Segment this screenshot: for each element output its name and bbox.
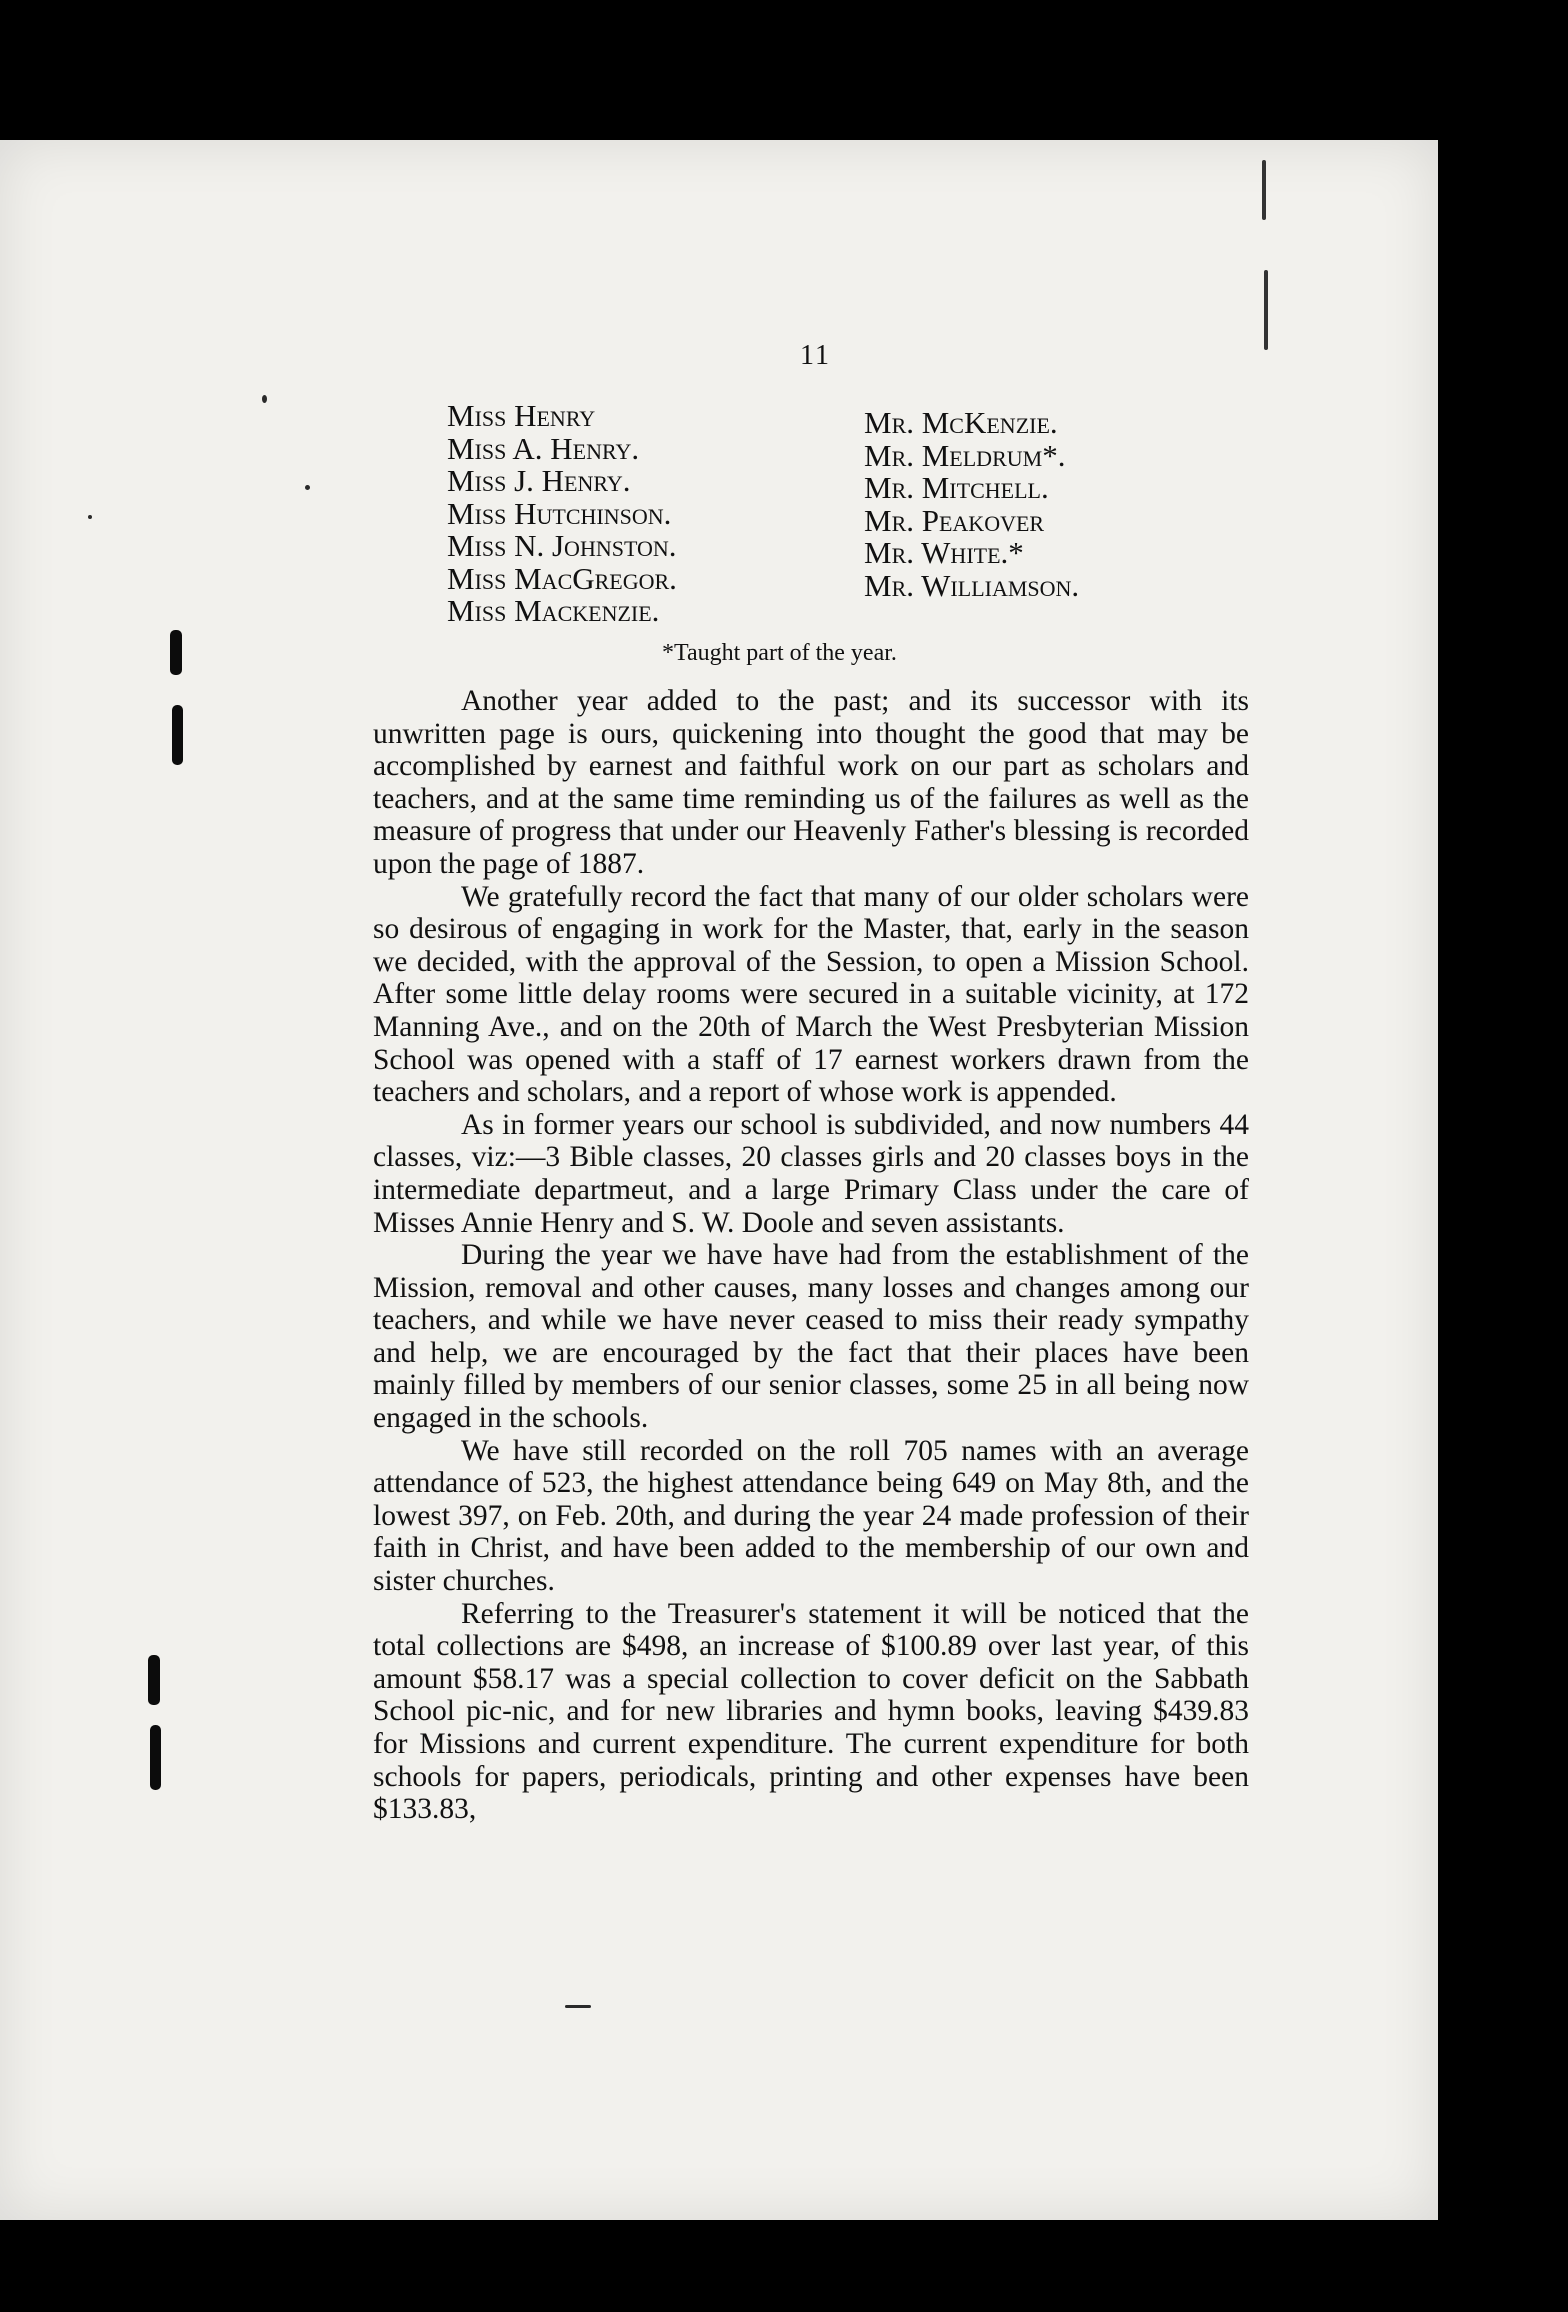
teacher-names-left: [447, 400, 677, 628]
teacher-name: Miss N. Johnston.: [447, 528, 677, 563]
speck: [305, 485, 310, 490]
binding-mark-upper-2: [172, 705, 183, 765]
teacher-name: Mr. Mitchell.: [864, 470, 1049, 505]
binding-mark-lower-2: [150, 1725, 161, 1790]
teacher-name: Mr. Peakover: [864, 502, 1045, 538]
teacher-name: Miss MacGregor.: [447, 560, 677, 596]
teacher-name: Miss Henry: [447, 398, 596, 433]
edge-mark-right-2: [1264, 270, 1268, 350]
teacher-name: Miss J. Henry.: [447, 463, 631, 498]
teacher-name: Mr. White.*: [864, 535, 1024, 570]
paragraph: We gratefully record the fact that many of our older scholars were so desirous of engaging in work for the Master, that, early in the season we decided, with the approval of the Session, to open a Mission School. After some little delay rooms were secured in a suitable vicinity, at 172 Manning Ave., and on the 20th of March the West Presbyterian Mission School was opened with a staff of 17 earnest workers drawn from the teachers and scholars, and a report of whose work is appended.: [373, 880, 1249, 1109]
paragraph: We have still recorded on the roll 705 names with an average attendance of 523, the highest attendance being 649 on May 8th, and the lowest 397, on Feb. 20th, and during the year 24 made profession of their faith in Christ, and have been added to the membership of our own and sister churches.: [373, 1434, 1249, 1598]
teacher-name: Miss Hutchinson.: [447, 495, 672, 531]
report-body: [373, 685, 1249, 1826]
teacher-names-right: [864, 407, 1079, 602]
speck: [262, 395, 267, 403]
binding-mark-upper: [170, 630, 182, 675]
speck: [565, 2005, 591, 2008]
paragraph: During the year we have have had from the establishment of the Mission, removal and other causes, many losses and changes among our teachers, and while we have never ceased to miss their ready sympathy and help, we are encouraged by the fact that their places have been mainly filled by members of our senior classes, some 25 in all being now engaged in the schools.: [373, 1239, 1249, 1435]
paragraph: Referring to the Treasurer's statement it will be noticed that the total collections are $498, an increase of $100.89 over last year, of this amount $58.17 was a special collection to cover deficit on the Sabbath School pic-nic, and for new libraries and hymn books, leaving $439.83 for Missions and current expenditure. The current expenditure for both schools for papers, periodicals, printing and other expenses have been $133.83,: [373, 1597, 1249, 1826]
paragraph: As in former years our school is subdivided, and now numbers 44 classes, viz:—3 Bible classes, 20 classes girls and 20 classes boys in the intermediate departmeut, and a large Primary Class under the care of Misses Annie Henry and S. W. Doole and seven assistants.: [373, 1108, 1249, 1239]
paragraph: Another year added to the past; and its successor with its unwritten page is ours, quickening into thought the good that may be accomplished by earnest and faithful work on our part as scholars and teachers, and at the same time reminding us of the failures as well as the measure of progress that under our Heavenly Father's blessing is recorded upon the page of 1887.: [373, 685, 1249, 880]
edge-mark-right: [1262, 160, 1266, 220]
speck: [88, 515, 92, 519]
teacher-name: Mr. McKenzie.: [864, 405, 1058, 440]
binding-mark-lower: [148, 1655, 160, 1705]
teacher-name: Mr. Meldrum*.: [864, 437, 1066, 473]
page-number: 11: [800, 340, 831, 371]
document-page: [0, 140, 1438, 2220]
teacher-name: Miss Mackenzie.: [447, 593, 660, 628]
teacher-name: Mr. Williamson.: [864, 567, 1080, 603]
teacher-name: Miss A. Henry.: [447, 430, 640, 466]
footnote: *Taught part of the year.: [662, 640, 897, 666]
